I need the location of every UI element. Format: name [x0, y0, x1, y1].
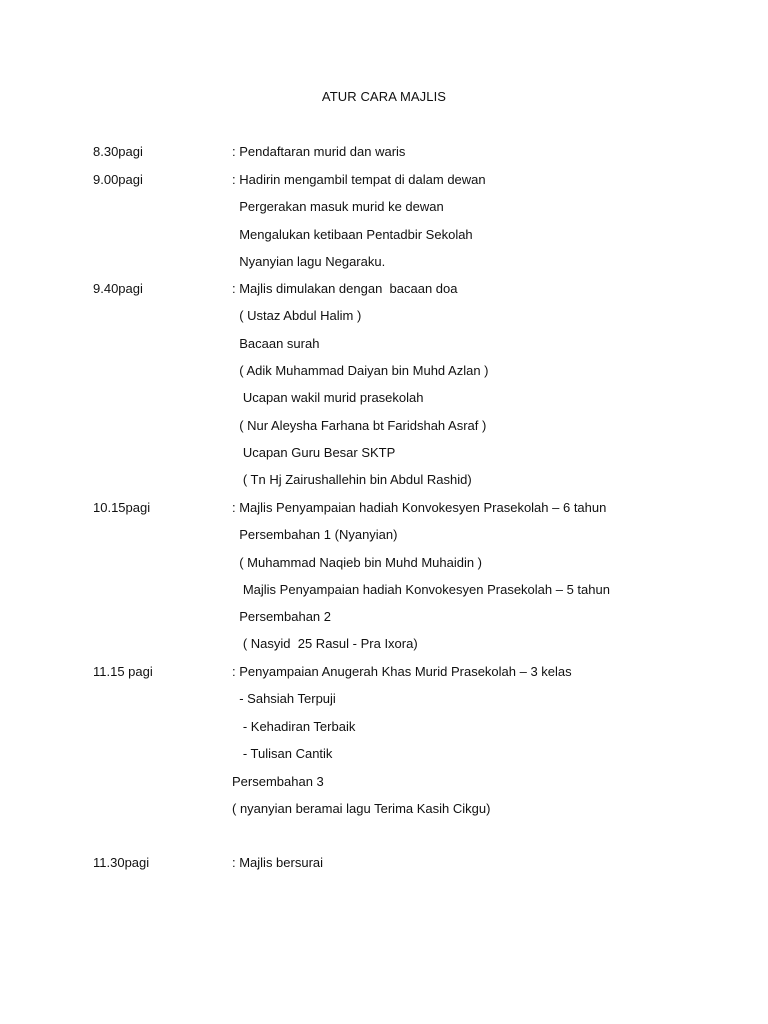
agenda-line: : Penyampaian Anugerah Khas Murid Prasekolah – 3 kelas [232, 664, 572, 679]
page-title: ATUR CARA MAJLIS [321, 89, 447, 104]
agenda-line: : Majlis bersurai [232, 855, 324, 870]
time-label: 10.15pagi [93, 500, 151, 515]
agenda-line: Pergerakan masuk murid ke dewan [232, 199, 444, 214]
agenda-line: ( Tn Hj Zairushallehin bin Abdul Rashid) [232, 472, 472, 487]
agenda-line: ( Muhammad Naqieb bin Muhd Muhaidin ) [232, 555, 483, 570]
agenda-line: Mengalukan ketibaan Pentadbir Sekolah [232, 227, 473, 242]
agenda-line: Ucapan Guru Besar SKTP [232, 445, 396, 460]
agenda-line: Persembahan 3 [232, 774, 324, 789]
time-label: 8.30pagi [93, 144, 143, 159]
time-label: 9.40pagi [93, 281, 143, 296]
agenda-line: - Kehadiran Terbaik [232, 719, 356, 734]
agenda-line: Ucapan wakil murid prasekolah [232, 390, 424, 405]
time-label: 11.30pagi [93, 855, 150, 870]
agenda-line: Majlis Penyampaian hadiah Konvokesyen Prasekolah – 5 tahun [232, 582, 610, 597]
agenda-line: : Pendaftaran murid dan waris [232, 144, 406, 159]
agenda-line: ( Ustaz Abdul Halim ) [232, 308, 362, 323]
agenda-line: - Sahsiah Terpuji [232, 691, 336, 706]
agenda-line: ( Nur Aleysha Farhana bt Faridshah Asraf ) [232, 418, 487, 433]
agenda-line: Bacaan surah [232, 336, 320, 351]
agenda-line: ( nyanyian beramai lagu Terima Kasih Cikgu) [232, 801, 491, 816]
agenda-line: Nyanyian lagu Negaraku. [232, 254, 386, 269]
time-label: 9.00pagi [93, 172, 143, 187]
agenda-line: : Majlis Penyampaian hadiah Konvokesyen Prasekolah – 6 tahun [232, 500, 607, 515]
time-label: 11.15 pagi [93, 664, 153, 679]
agenda-line: ( Nasyid 25 Rasul - Pra Ixora) [232, 636, 418, 651]
agenda-line: Persembahan 2 [232, 609, 332, 624]
agenda-line: - Tulisan Cantik [232, 746, 333, 761]
agenda-line: ( Adik Muhammad Daiyan bin Muhd Azlan ) [232, 363, 489, 378]
agenda-line: : Hadirin mengambil tempat di dalam dewan [232, 172, 486, 187]
agenda-line: : Majlis dimulakan dengan bacaan doa [232, 281, 458, 296]
agenda-line: Persembahan 1 (Nyanyian) [232, 527, 398, 542]
